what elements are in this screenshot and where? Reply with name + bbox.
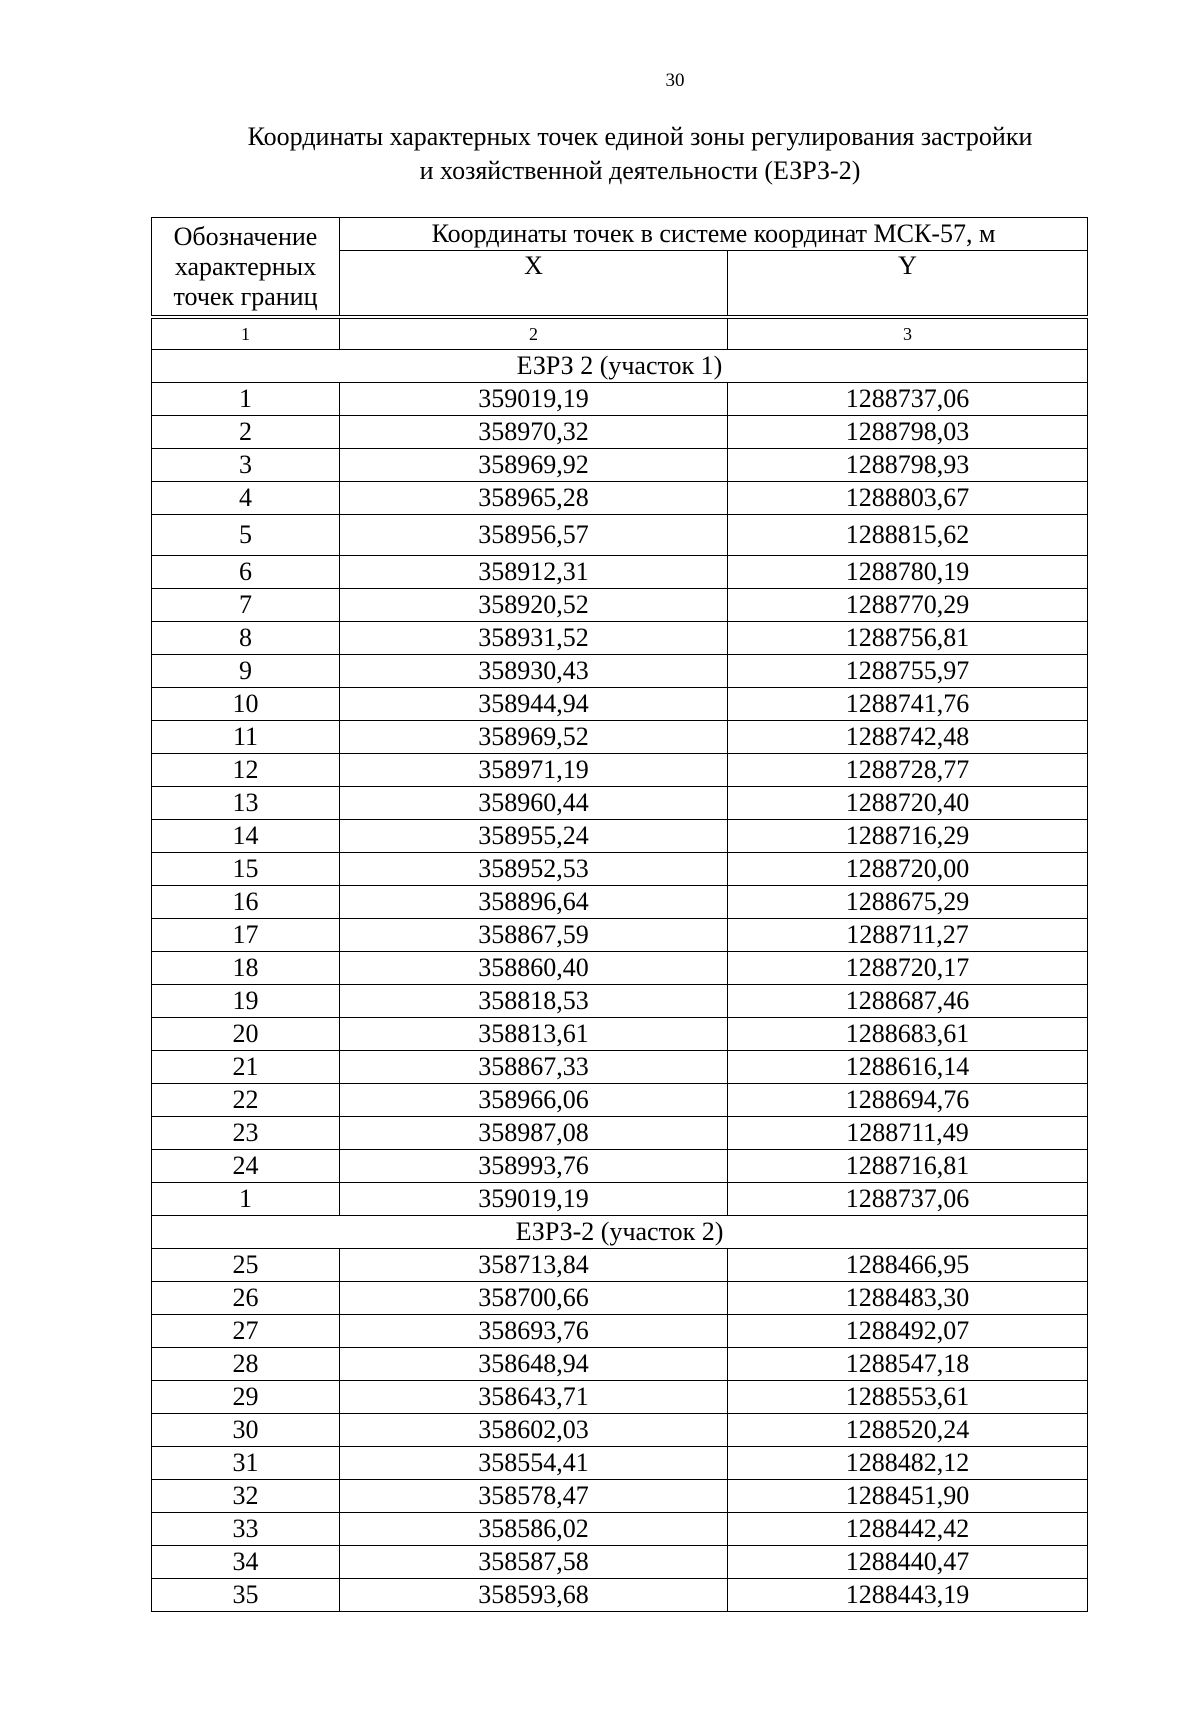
table-row [152, 1249, 1088, 1282]
y-coordinate-cell: 1288711,49 [728, 1117, 1088, 1150]
point-id-cell: 20 [152, 1018, 340, 1051]
point-id-cell: 23 [152, 1117, 340, 1150]
point-id-cell: 16 [152, 886, 340, 919]
x-coordinate-cell: 358952,53 [340, 853, 728, 886]
table-row [152, 1381, 1088, 1414]
table-row [152, 1579, 1088, 1612]
header-x: X [340, 251, 728, 318]
table-row [152, 754, 1088, 787]
table-row [152, 1414, 1088, 1447]
x-coordinate-cell: 358818,53 [340, 985, 728, 1018]
column-number: 1 [152, 317, 340, 350]
point-id-cell: 24 [152, 1150, 340, 1183]
point-id-cell: 18 [152, 952, 340, 985]
table-row [152, 589, 1088, 622]
x-coordinate-cell: 358971,19 [340, 754, 728, 787]
point-id-cell: 26 [152, 1282, 340, 1315]
table-row [152, 985, 1088, 1018]
x-coordinate-cell: 358965,28 [340, 482, 728, 515]
point-id-cell: 22 [152, 1084, 340, 1117]
table-row [152, 1018, 1088, 1051]
y-coordinate-cell: 1288815,62 [728, 515, 1088, 556]
point-id-cell: 34 [152, 1546, 340, 1579]
table-row [152, 1150, 1088, 1183]
point-id-cell: 27 [152, 1315, 340, 1348]
x-coordinate-cell: 358713,84 [340, 1249, 728, 1282]
x-coordinate-cell: 358970,32 [340, 416, 728, 449]
y-coordinate-cell: 1288737,06 [728, 383, 1088, 416]
section-row [152, 350, 1088, 383]
x-coordinate-cell: 358960,44 [340, 787, 728, 820]
y-coordinate-cell: 1288716,81 [728, 1150, 1088, 1183]
point-id-cell: 11 [152, 721, 340, 754]
point-id-cell: 28 [152, 1348, 340, 1381]
x-coordinate-cell: 358648,94 [340, 1348, 728, 1381]
y-coordinate-cell: 1288616,14 [728, 1051, 1088, 1084]
x-coordinate-cell: 358867,33 [340, 1051, 728, 1084]
x-coordinate-cell: 358867,59 [340, 919, 728, 952]
point-id-cell: 15 [152, 853, 340, 886]
x-coordinate-cell: 358578,47 [340, 1480, 728, 1513]
table-row [152, 622, 1088, 655]
column-number: 2 [340, 317, 728, 350]
point-id-cell: 6 [152, 556, 340, 589]
table-row [152, 853, 1088, 886]
point-id-cell: 8 [152, 622, 340, 655]
table-row [152, 1447, 1088, 1480]
coordinates-table [151, 217, 1088, 1612]
y-coordinate-cell: 1288716,29 [728, 820, 1088, 853]
table-row [152, 1282, 1088, 1315]
point-id-cell: 7 [152, 589, 340, 622]
document-title [200, 120, 1080, 188]
table-row [152, 1480, 1088, 1513]
x-coordinate-cell: 358931,52 [340, 622, 728, 655]
table-row [152, 721, 1088, 754]
table-row [152, 449, 1088, 482]
title-line-1: Координаты характерных точек единой зоны регулирования застройки [247, 122, 1033, 151]
x-coordinate-cell: 358993,76 [340, 1150, 728, 1183]
x-coordinate-cell: 358643,71 [340, 1381, 728, 1414]
point-id-cell: 21 [152, 1051, 340, 1084]
x-coordinate-cell: 358593,68 [340, 1579, 728, 1612]
table-row [152, 655, 1088, 688]
table-row [152, 1183, 1088, 1216]
y-coordinate-cell: 1288443,19 [728, 1579, 1088, 1612]
table-row [152, 820, 1088, 853]
y-coordinate-cell: 1288756,81 [728, 622, 1088, 655]
y-coordinate-cell: 1288492,07 [728, 1315, 1088, 1348]
y-coordinate-cell: 1288683,61 [728, 1018, 1088, 1051]
header-designation: Обозначение характерных точек границ [152, 218, 340, 318]
point-id-cell: 32 [152, 1480, 340, 1513]
x-coordinate-cell: 358956,57 [340, 515, 728, 556]
point-id-cell: 5 [152, 515, 340, 556]
table-row [152, 515, 1088, 556]
table-row [152, 383, 1088, 416]
x-coordinate-cell: 358912,31 [340, 556, 728, 589]
x-coordinate-cell: 358966,06 [340, 1084, 728, 1117]
point-id-cell: 13 [152, 787, 340, 820]
x-coordinate-cell: 358860,40 [340, 952, 728, 985]
point-id-cell: 4 [152, 482, 340, 515]
x-coordinate-cell: 358700,66 [340, 1282, 728, 1315]
point-id-cell: 14 [152, 820, 340, 853]
table-row [152, 1315, 1088, 1348]
point-id-cell: 31 [152, 1447, 340, 1480]
y-coordinate-cell: 1288755,97 [728, 655, 1088, 688]
table-row [152, 1117, 1088, 1150]
y-coordinate-cell: 1288482,12 [728, 1447, 1088, 1480]
y-coordinate-cell: 1288466,95 [728, 1249, 1088, 1282]
table-body [152, 350, 1088, 1612]
y-coordinate-cell: 1288520,24 [728, 1414, 1088, 1447]
point-id-cell: 3 [152, 449, 340, 482]
y-coordinate-cell: 1288770,29 [728, 589, 1088, 622]
point-id-cell: 19 [152, 985, 340, 1018]
y-coordinate-cell: 1288440,47 [728, 1546, 1088, 1579]
header-y: Y [728, 251, 1088, 318]
x-coordinate-cell: 358969,92 [340, 449, 728, 482]
y-coordinate-cell: 1288547,18 [728, 1348, 1088, 1381]
y-coordinate-cell: 1288798,93 [728, 449, 1088, 482]
y-coordinate-cell: 1288694,76 [728, 1084, 1088, 1117]
point-id-cell: 17 [152, 919, 340, 952]
y-coordinate-cell: 1288711,27 [728, 919, 1088, 952]
y-coordinate-cell: 1288553,61 [728, 1381, 1088, 1414]
section-row [152, 1216, 1088, 1249]
x-coordinate-cell: 358930,43 [340, 655, 728, 688]
table-row [152, 886, 1088, 919]
x-coordinate-cell: 358813,61 [340, 1018, 728, 1051]
table-row [152, 688, 1088, 721]
point-id-cell: 9 [152, 655, 340, 688]
y-coordinate-cell: 1288803,67 [728, 482, 1088, 515]
column-number: 3 [728, 317, 1088, 350]
x-coordinate-cell: 358587,58 [340, 1546, 728, 1579]
section-title: ЕЗРЗ-2 (участок 2) [152, 1216, 1088, 1249]
table-row [152, 556, 1088, 589]
y-coordinate-cell: 1288737,06 [728, 1183, 1088, 1216]
point-id-cell: 12 [152, 754, 340, 787]
point-id-cell: 33 [152, 1513, 340, 1546]
table-row [152, 1084, 1088, 1117]
x-coordinate-cell: 358920,52 [340, 589, 728, 622]
point-id-cell: 10 [152, 688, 340, 721]
y-coordinate-cell: 1288451,90 [728, 1480, 1088, 1513]
y-coordinate-cell: 1288442,42 [728, 1513, 1088, 1546]
x-coordinate-cell: 358944,94 [340, 688, 728, 721]
x-coordinate-cell: 358693,76 [340, 1315, 728, 1348]
point-id-cell: 1 [152, 383, 340, 416]
x-coordinate-cell: 358554,41 [340, 1447, 728, 1480]
point-id-cell: 2 [152, 416, 340, 449]
table-row [152, 952, 1088, 985]
title-line-2: и хозяйственной деятельности (ЕЗРЗ-2) [419, 156, 861, 185]
table-row [152, 919, 1088, 952]
y-coordinate-cell: 1288687,46 [728, 985, 1088, 1018]
page-number: 30 [665, 70, 685, 91]
y-coordinate-cell: 1288675,29 [728, 886, 1088, 919]
point-id-cell: 29 [152, 1381, 340, 1414]
x-coordinate-cell: 359019,19 [340, 383, 728, 416]
y-coordinate-cell: 1288728,77 [728, 754, 1088, 787]
x-coordinate-cell: 358955,24 [340, 820, 728, 853]
point-id-cell: 30 [152, 1414, 340, 1447]
y-coordinate-cell: 1288742,48 [728, 721, 1088, 754]
point-id-cell: 1 [152, 1183, 340, 1216]
y-coordinate-cell: 1288720,00 [728, 853, 1088, 886]
y-coordinate-cell: 1288720,17 [728, 952, 1088, 985]
table-row [152, 1348, 1088, 1381]
x-coordinate-cell: 358969,52 [340, 721, 728, 754]
point-id-cell: 35 [152, 1579, 340, 1612]
table-row [152, 482, 1088, 515]
table-row [152, 416, 1088, 449]
table-row [152, 787, 1088, 820]
table-row [152, 1513, 1088, 1546]
table-row [152, 1546, 1088, 1579]
y-coordinate-cell: 1288720,40 [728, 787, 1088, 820]
x-coordinate-cell: 358987,08 [340, 1117, 728, 1150]
x-coordinate-cell: 358602,03 [340, 1414, 728, 1447]
point-id-cell: 25 [152, 1249, 340, 1282]
x-coordinate-cell: 358586,02 [340, 1513, 728, 1546]
y-coordinate-cell: 1288483,30 [728, 1282, 1088, 1315]
y-coordinate-cell: 1288798,03 [728, 416, 1088, 449]
y-coordinate-cell: 1288741,76 [728, 688, 1088, 721]
section-title: ЕЗРЗ 2 (участок 1) [152, 350, 1088, 383]
table-row [152, 1051, 1088, 1084]
y-coordinate-cell: 1288780,19 [728, 556, 1088, 589]
x-coordinate-cell: 359019,19 [340, 1183, 728, 1216]
x-coordinate-cell: 358896,64 [340, 886, 728, 919]
header-coords-group: Координаты точек в системе координат МСК-57, м [340, 218, 1088, 251]
